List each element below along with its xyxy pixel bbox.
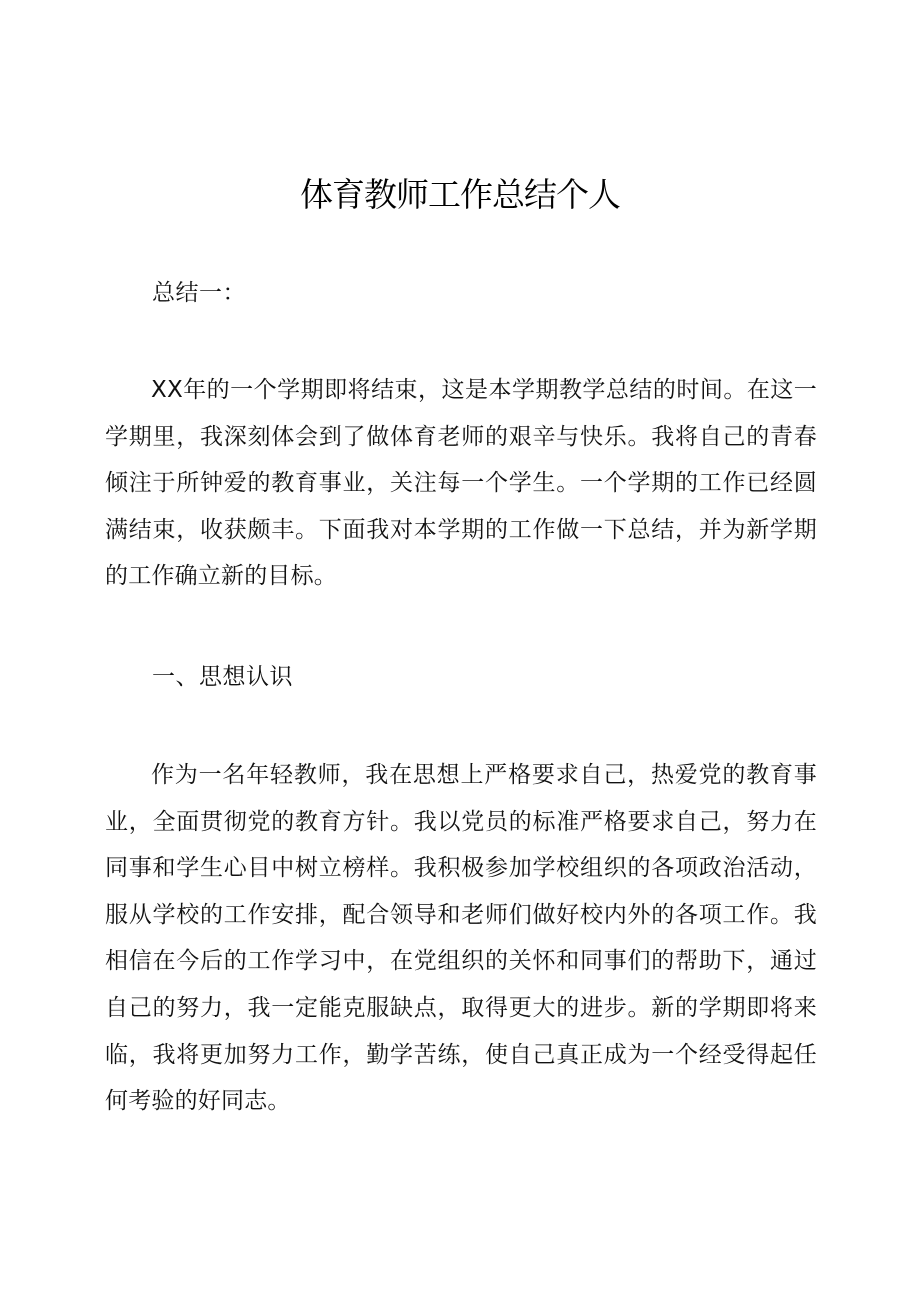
page-title: 体育教师工作总结个人 (300, 175, 620, 214)
summary-heading: 总结一： (152, 280, 246, 306)
section-heading-ideology: 一、思想认识 (152, 664, 293, 690)
intro-paragraph: XX年的一个学期即将结束，这是本学期教学总结的时间。在这一学期里，我深刻体会到了做体育老师的艰辛与快乐。我将自己的青春倾注于所钟爱的教育事业，关注每一个学生。一个学期的工作已经圆满结束，收获颇丰。下面我对本学期的工作做一下总结，并为新学期的工作确立新的目标。 (105, 377, 817, 590)
section-paragraph-ideology: 作为一名年轻教师，我在思想上严格要求自己，热爱党的教育事业，全面贯彻党的教育方针。我以党员的标准严格要求自己，努力在同事和学生心目中树立榜样。我积极参加学校组织的各项政治活动，服从学校的工作安排，配合领导和老师们做好校内外的各项工作。我相信在今后的工作学习中，在党组织的关怀和同事们的帮助下，通过自己的努力，我一定能克服缺点，取得更大的进步。新的学期即将来临，我将更加努力工作，勤学苦练，使自己真正成为一个经受得起任何考验的好同志。 (105, 762, 817, 1115)
